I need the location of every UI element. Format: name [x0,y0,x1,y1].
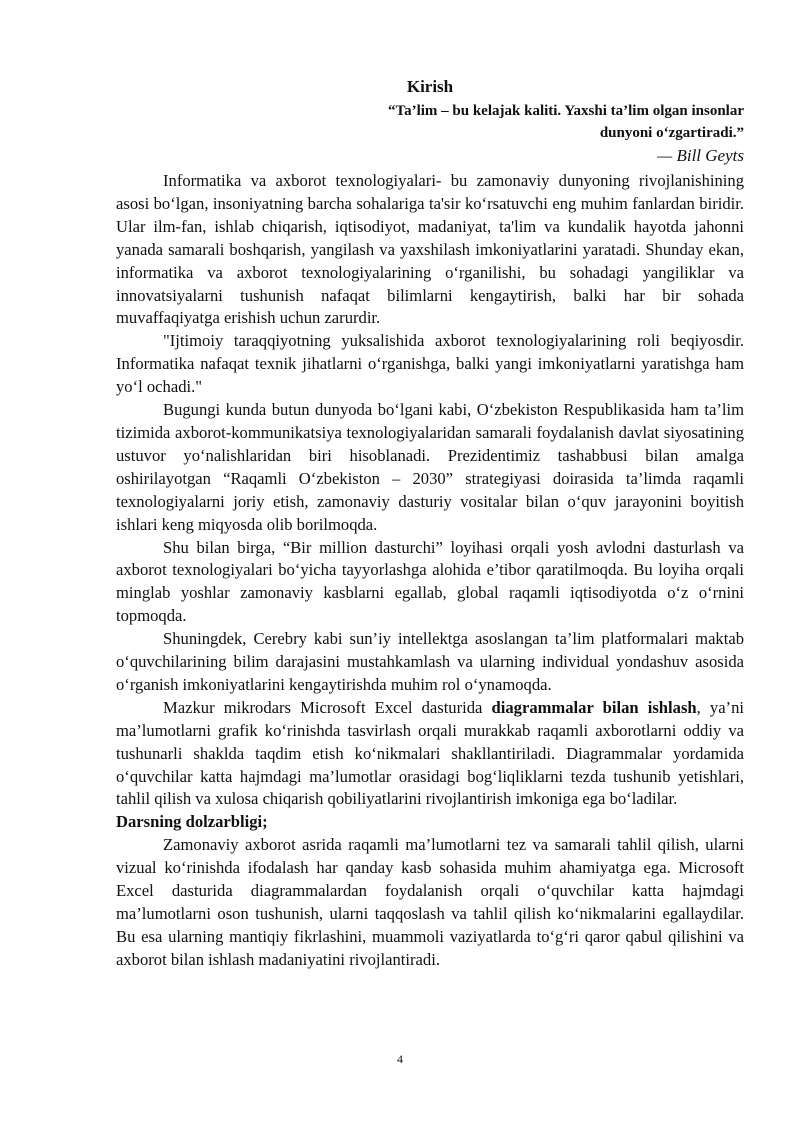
epigraph-author: — Bill Geyts [657,146,744,165]
paragraph-relevance: Zamonaviy axborot asrida raqamli ma’lumotlarni tez va samarali tahlil qilish, ularni vizual ko‘rinishda ifodalash har qanday kasb sohasida muhim ahamiyatga ega. Microsoft Excel dasturida diagrammalardan foydalanish orqali o‘quvchilar katta hajmdagi ma’lumotlarni oson tushunish, ularni taqqoslash va tahlil qilish ko‘nikmalarini egallaydilar. Bu esa ularning mantiqiy fikrlashini, muammoli vaziyatlarda to‘g‘ri qaror qabul qilishini va axborot bilan ishlash madaniyatini rivojlantiradi. [116,835,744,969]
paragraph-microlesson [116,697,744,812]
page-number: 4 [397,1052,403,1066]
paragraph-cerebry: Shuningdek, Cerebry kabi sun’iy intellektga asoslangan ta’lim platformalari maktab o‘quvchilarining bilim darajasini mustahkamlash va ularning individual yondashuv asosida o‘rganish imkoniyatlarini kengaytirishda muhim rol o‘ynamoqda. [116,629,744,694]
paragraph-intro: Informatika va axborot texnologiyalari- bu zamonaviy dunyoning rivojlanishining asosi bo‘lgan, insoniyatning barcha sohalariga ta'sir ko‘rsatuvchi eng muhim fanlardan biridir. Ular ilm-fan, ishlab chiqarish, iqtisodiyot, madaniyat, ta'lim va kundalik hayotda jahonni yanada samarali boshqarish, yangilash va yaxshilash imkoniyatlarini yaratadi. Shunday ekan, informatika va axborot texnologiyalarining o‘rganilishi, bu sohadagi yangiliklar va innovatsiyalarni tushunish nafaqat bilimlarni kengaytirish, balki har bir sohada muvaffaqiyatga erishish uchun zarurdir. [116,171,744,328]
paragraph-quote: "Ijtimoiy taraqqiyotning yuksalishida axborot texnologiyalarining roli beqiyosdir. Informatika nafaqat texnik jihatlarni o‘rganishga, balki yangi imkoniyatlarni yaratishga ham yo‘l ochadi." [116,331,744,397]
epigraph-quote [116,100,744,144]
epigraph-line-2: dunyoni o‘zgartiradi.” [599,125,744,141]
paragraph-million-programmers: Shu bilan birga, “Bir million dasturchi” loyihasi orqali yosh avlodni dasturlash va axborot texnologiyalari bo‘yicha tayyorlashga alohida e’tibor qaratilmoqda. Bu loyiha orqali minglab yoshlar zamonaviy kasblarni egallab, global raqamli iqtisodiyotda o‘z o‘rnini topmoqda. [116,537,744,626]
paragraph-uzbekistan: Bugungi kunda butun dunyoda bo‘lgani kabi, O‘zbekiston Respublikasida ham ta’lim tizimida axborot-kommunikatsiya texnologiyalaridan samarali foydalanish davlat siyosatining ustuvor yo‘nalishlaridan biri hisoblanadi. Prezidentimiz tashabbusi bilan amalga oshirilayotgan “Raqamli O‘zbekiston – 2030” strategiyasi doirasida ta’limda raqamli texnologiyalarni joriy etish, zamonaviy dasturiy vositalar bilan o‘quv jarayonini boyitish ishlari keng miqyosda olib borilmoqda. [116,400,744,534]
paragraph-microlesson-start: Mazkur mikrodars Microsoft Excel dasturida [163,697,492,717]
paragraph-microlesson-bold: diagrammalar bilan ishlash [491,697,697,717]
section-heading: Darsning dolzarbligi; [116,812,268,832]
paragraph-microlesson-end: , ya’ni ma’lumotlarni grafik ko‘rinishda tasvirlash orqali murakkab raqamli axborotlarni oddiy va tushunarli shaklda taqdim etish ko‘nikmalari shakllantiriladi. Diagrammalar yordamida o‘quvchilar katta hajmdagi ma’lumotlar orasidagi bog‘liqliklarni tezda tushunib yetishlari, tahlil qilish va xulosa chiqarish qobiliyatlarini rivojlantirish imkoniga ega bo‘ladilar. [116,697,744,809]
epigraph-line-1: “Ta’lim – bu kelajak kaliti. Yaxshi ta’lim olgan insonlar [387,103,744,119]
page-title: Kirish [406,77,454,96]
